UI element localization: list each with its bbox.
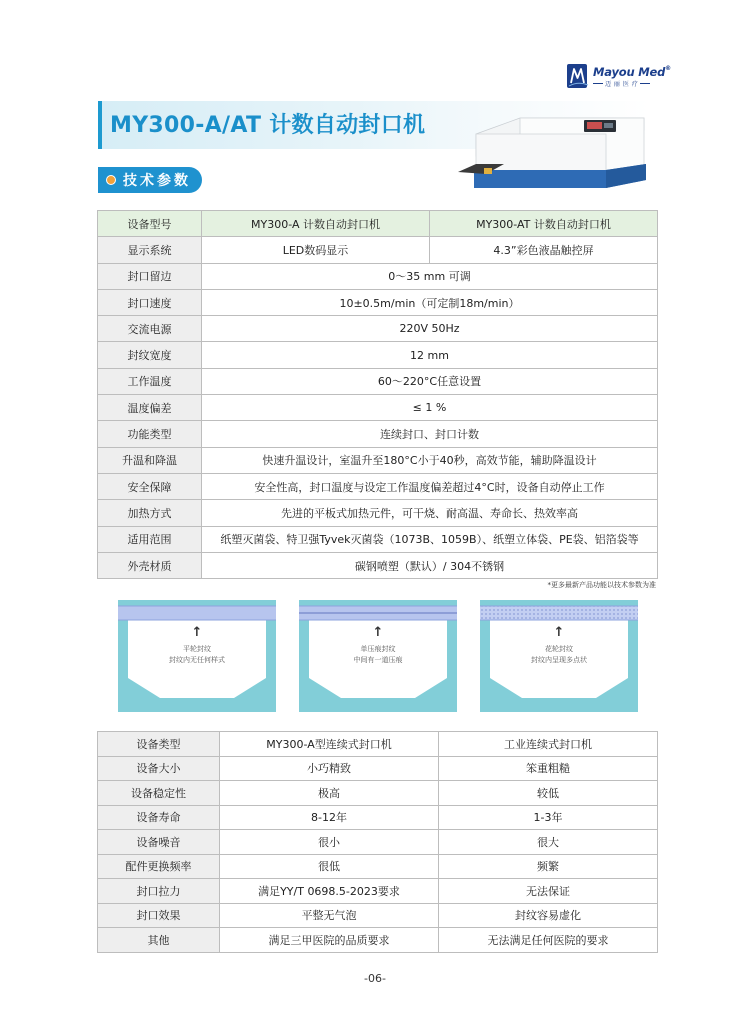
brand-logo — [566, 58, 671, 94]
spec-row — [98, 552, 658, 578]
logo-name: Mayou Med — [593, 64, 666, 79]
logo-reg-mark: ® — [665, 64, 671, 72]
spec-row-label: 升温和降温 — [98, 447, 202, 473]
comparison-row — [98, 830, 658, 855]
spec-row-value: 220V 50Hz — [202, 316, 658, 342]
seal-diagram-flat — [118, 600, 276, 712]
spec-row-display — [98, 237, 658, 263]
spec-row-value: ≤ 1 % — [202, 395, 658, 421]
spec-row-col2: 4.3”彩色液晶触控屏 — [430, 237, 658, 263]
comparison-row-col1: 8-12年 — [220, 805, 439, 830]
comparison-row-label: 设备噪音 — [98, 830, 220, 855]
comparison-row-col1: 平整无气泡 — [220, 903, 439, 928]
spec-row-value: 碳钢喷塑（默认）/ 304不锈钢 — [202, 552, 658, 578]
spec-row-value: 连续封口、封口计数 — [202, 421, 658, 447]
spec-row-value: 12 mm — [202, 342, 658, 368]
comparison-row-label: 其他 — [98, 928, 220, 953]
spec-row — [98, 342, 658, 368]
comparison-row-col1: 小巧精致 — [220, 756, 439, 781]
comparison-row-col2: 1-3年 — [439, 805, 658, 830]
comparison-row-col1: 极高 — [220, 781, 439, 806]
comparison-row-label: 配件更换频率 — [98, 854, 220, 879]
comparison-row-col2: 频繁 — [439, 854, 658, 879]
spec-row-label: 工作温度 — [98, 368, 202, 394]
page-title: MY300-A/AT 计数自动封口机 — [110, 113, 426, 138]
spec-row — [98, 368, 658, 394]
comparison-row-label: 封口拉力 — [98, 879, 220, 904]
up-arrow-icon: ↑ — [372, 625, 384, 640]
comparison-row — [98, 805, 658, 830]
spec-row — [98, 263, 658, 289]
spec-row-label: 适用范围 — [98, 526, 202, 552]
spec-row-label: 温度偏差 — [98, 395, 202, 421]
spec-header-col2: MY300-AT 计数自动封口机 — [430, 211, 658, 237]
comparison-row — [98, 854, 658, 879]
section-badge — [98, 167, 202, 193]
spec-row — [98, 526, 658, 552]
comparison-row — [98, 781, 658, 806]
comparison-row-label: 封口效果 — [98, 903, 220, 928]
comparison-row-col1: 很小 — [220, 830, 439, 855]
comparison-row-label: 设备寿命 — [98, 805, 220, 830]
spec-row — [98, 395, 658, 421]
comparison-row — [98, 903, 658, 928]
spec-header-row — [98, 211, 658, 237]
spec-row-label: 交流电源 — [98, 316, 202, 342]
spec-row-label: 加热方式 — [98, 500, 202, 526]
seal-diagram-desc: 封纹内呈现多点状 — [531, 656, 587, 664]
spec-row-value: 0～35 mm 可调 — [202, 263, 658, 289]
comparison-row-col2: 很大 — [439, 830, 658, 855]
spec-row — [98, 447, 658, 473]
comparison-header-col1: MY300-A型连续式封口机 — [220, 732, 439, 757]
logo-subtitle: 迈 丽 医 疗 — [605, 80, 639, 88]
title-accent — [98, 101, 102, 149]
seal-diagram-title: 花轮封纹 — [545, 645, 573, 653]
comparison-row — [98, 756, 658, 781]
comparison-row — [98, 928, 658, 953]
comparison-row-col1: 满足三甲医院的品质要求 — [220, 928, 439, 953]
seal-diagram-pattern — [480, 600, 638, 712]
spec-row-label: 显示系统 — [98, 237, 202, 263]
spec-table — [97, 210, 658, 579]
seal-diagram-title: 平轮封纹 — [183, 645, 211, 653]
spec-row-value: 纸塑灭菌袋、特卫强Tyvek灭菌袋（1073B、1059B）、纸塑立体袋、PE袋、铝箔袋等 — [202, 526, 658, 552]
comparison-row-col2: 无法保证 — [439, 879, 658, 904]
spec-row-value: 60～220°C任意设置 — [202, 368, 658, 394]
spec-row-label: 外壳材质 — [98, 552, 202, 578]
seal-diagram-title: 单压痕封纹 — [360, 645, 396, 653]
seal-diagram-single-crease — [299, 600, 457, 712]
spec-row-label: 封口留边 — [98, 263, 202, 289]
page-number: -06- — [364, 972, 386, 985]
comparison-row-col2: 封纹容易虚化 — [439, 903, 658, 928]
comparison-row-col2: 无法满足任何医院的要求 — [439, 928, 658, 953]
spec-row-col1: LED数码显示 — [202, 237, 430, 263]
spec-header-label: 设备型号 — [98, 211, 202, 237]
comparison-row-col2: 笨重粗糙 — [439, 756, 658, 781]
comparison-row-col1: 满足YY/T 0698.5-2023要求 — [220, 879, 439, 904]
comparison-row-label: 设备稳定性 — [98, 781, 220, 806]
section-badge-label: 技术参数 — [123, 173, 191, 189]
spec-row-label: 封纹宽度 — [98, 342, 202, 368]
spec-header-col1: MY300-A 计数自动封口机 — [202, 211, 430, 237]
comparison-header-row — [98, 732, 658, 757]
comparison-header-label: 设备类型 — [98, 732, 220, 757]
logo-mark-icon — [566, 62, 590, 90]
spec-row-value: 安全性高，封口温度与设定工作温度偏差超过4°C时，设备自动停止工作 — [202, 473, 658, 499]
comparison-row — [98, 879, 658, 904]
seal-diagram-desc: 中间有一道压痕 — [353, 656, 403, 664]
spec-row-value: 10±0.5m/min（可定制18m/min） — [202, 289, 658, 315]
spec-row-label: 封口速度 — [98, 289, 202, 315]
spec-row-value: 先进的平板式加热元件，可干烧、耐高温、寿命长、热效率高 — [202, 500, 658, 526]
spec-row — [98, 289, 658, 315]
spec-row — [98, 473, 658, 499]
product-image — [456, 112, 656, 194]
spec-row — [98, 421, 658, 447]
comparison-row-label: 设备大小 — [98, 756, 220, 781]
spec-footnote: *更多最新产品功能以技术参数为准 — [547, 581, 656, 589]
comparison-row-col2: 较低 — [439, 781, 658, 806]
comparison-row-col1: 很低 — [220, 854, 439, 879]
badge-dot-icon — [106, 175, 116, 185]
up-arrow-icon: ↑ — [553, 625, 565, 640]
spec-row — [98, 500, 658, 526]
up-arrow-icon: ↑ — [191, 625, 203, 640]
comparison-table — [97, 731, 658, 953]
seal-diagram-desc: 封纹内无任何样式 — [169, 656, 225, 664]
comparison-header-col2: 工业连续式封口机 — [439, 732, 658, 757]
spec-row — [98, 316, 658, 342]
spec-row-value: 快速升温设计，室温升至180°C小于40秒，高效节能，辅助降温设计 — [202, 447, 658, 473]
spec-row-label: 功能类型 — [98, 421, 202, 447]
spec-row-label: 安全保障 — [98, 473, 202, 499]
